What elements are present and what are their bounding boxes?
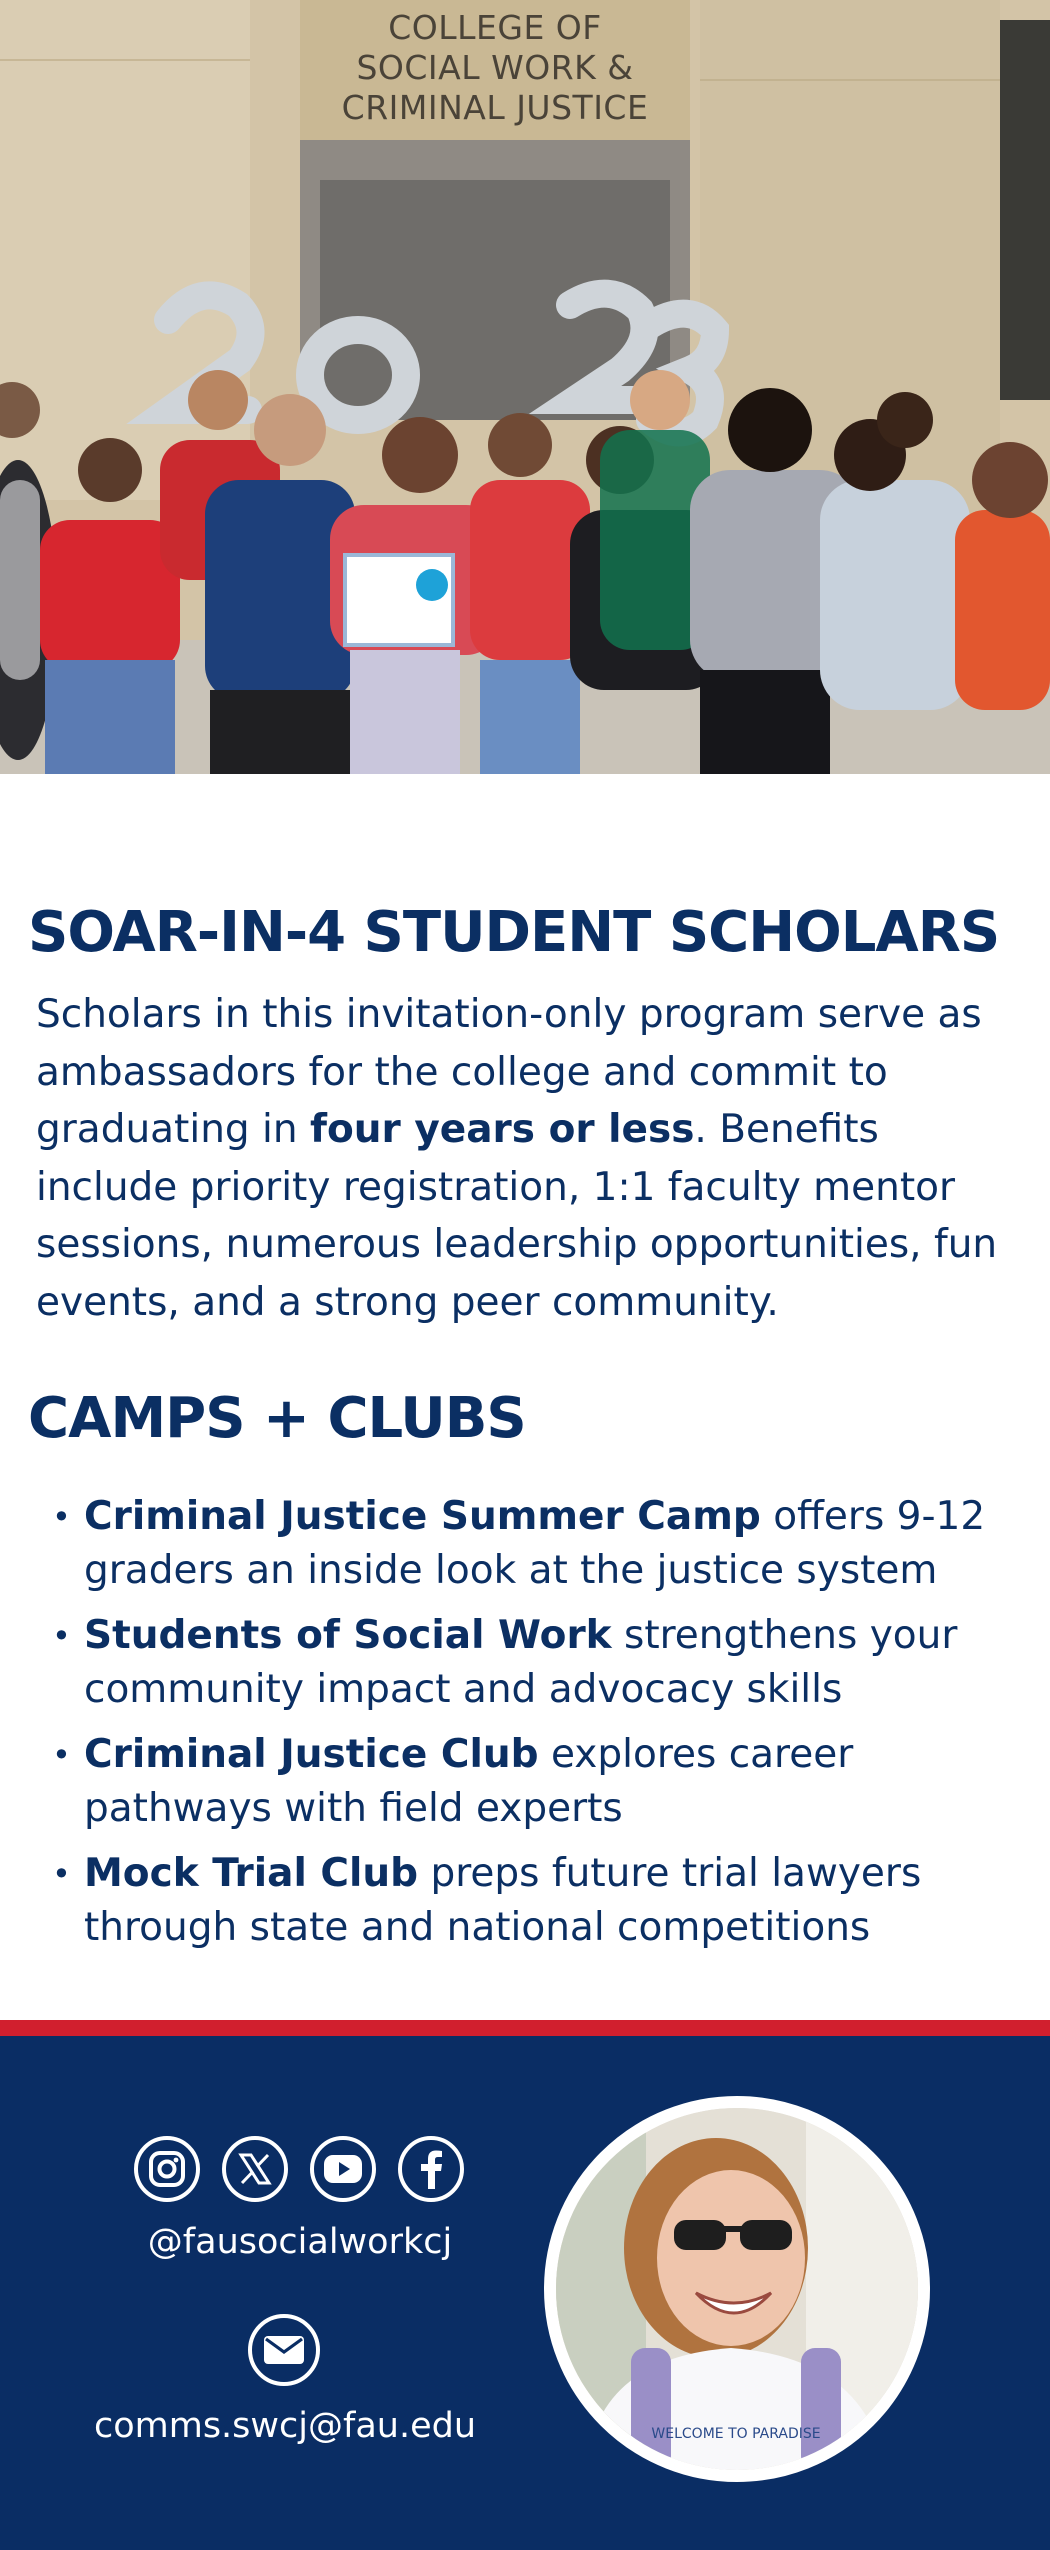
list-item	[50, 1847, 1040, 1955]
portrait-illustration	[556, 2108, 918, 2470]
building-sign	[300, 8, 690, 128]
x-icon[interactable]	[222, 2136, 288, 2202]
club-name: Mock Trial Club	[84, 1851, 419, 1896]
shirt-text-line1: WELCOME TO PARADISE	[651, 2426, 821, 2442]
camps-list	[50, 1490, 1040, 1966]
club-description: preps future trial lawyers through state and national competitions	[84, 1851, 922, 1950]
hero-photo	[0, 0, 1050, 774]
soar-description	[36, 986, 1026, 1331]
list-item	[50, 1490, 1040, 1598]
club-name: Criminal Justice Club	[84, 1732, 539, 1777]
soar-heading: SOAR-IN-4 STUDENT SCHOLARS	[28, 900, 1000, 965]
soar-text-start: Scholars in this invitation-only program serve as ambassadors for the college and commit to graduating in	[36, 992, 982, 1152]
footer	[0, 2036, 1050, 2550]
list-item	[50, 1609, 1040, 1717]
club-name: Students of Social Work	[84, 1613, 612, 1658]
soar-text-bold: four years or less	[310, 1107, 695, 1152]
email-address[interactable]: comms.swcj@fau.edu	[93, 2406, 477, 2446]
club-description: explores career pathways with field experts	[84, 1732, 854, 1831]
soar-text-end: . Benefits include priority registration, 1:1 faculty mentor sessions, numerous leadership opportunities, fun events, and a strong peer community.	[36, 1107, 998, 1325]
youtube-icon[interactable]	[310, 2136, 376, 2202]
club-description: strengthens your community impact and advocacy skills	[84, 1613, 958, 1712]
social-handle[interactable]: @fausocialworkcj	[147, 2222, 453, 2262]
social-links	[134, 2136, 464, 2202]
list-item	[50, 1728, 1040, 1836]
building-sign-line: SOCIAL WORK &	[356, 48, 634, 87]
club-description: offers 9-12 graders an inside look at the justice system	[84, 1494, 986, 1593]
instagram-icon[interactable]	[134, 2136, 200, 2202]
envelope-icon[interactable]	[248, 2314, 320, 2386]
building-sign-line: CRIMINAL JUSTICE	[341, 88, 649, 127]
main-content	[0, 774, 1050, 2020]
club-name: Criminal Justice Summer Camp	[84, 1494, 761, 1539]
facebook-icon[interactable]	[398, 2136, 464, 2202]
camps-heading: CAMPS + CLUBS	[28, 1386, 526, 1451]
building-sign-line: COLLEGE OF	[388, 8, 602, 47]
student-portrait	[544, 2096, 930, 2482]
red-divider-stripe	[0, 2020, 1050, 2036]
